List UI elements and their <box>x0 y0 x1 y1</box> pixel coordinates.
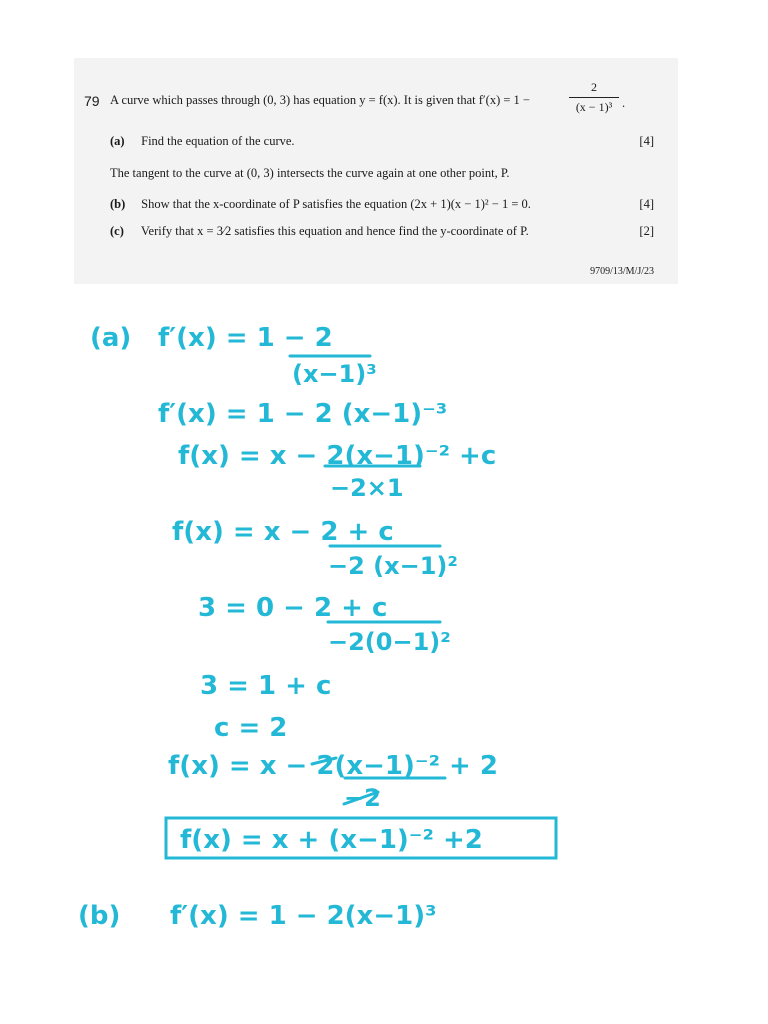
paper-reference: 9709/13/M/J/23 <box>590 266 654 277</box>
tangent-statement <box>110 166 510 181</box>
label-b: (b) <box>78 901 121 931</box>
fraction-tail: . <box>622 96 626 110</box>
work-line-4: f(x) = x − 2(x−1)⁻² +c <box>178 441 497 471</box>
work-line-13: −2 <box>344 784 381 812</box>
work-line-5: −2×1 <box>330 474 404 502</box>
label-a: (a) <box>90 323 132 353</box>
question-stem: A curve which passes through (0, 3) has equation y = f(x). It is given that f′(x) = 1 − <box>110 93 530 107</box>
fraction-denominator: (x − 1)³ <box>575 100 613 114</box>
part-a <box>110 134 295 149</box>
part-a-text: Find the equation of the curve. <box>141 134 295 148</box>
tangent-text: The tangent to the curve at (0, 3) intersects the curve again at one other point, P. <box>110 166 510 180</box>
part-c <box>110 224 529 239</box>
derivative-fraction <box>569 80 619 115</box>
part-b-label: (b) <box>110 197 126 211</box>
question-card <box>74 58 678 284</box>
work-line-2: (x−1)³ <box>292 360 377 388</box>
work-line-3: f′(x) = 1 − 2 (x−1)⁻³ <box>158 399 448 429</box>
part-b-marks: [4] <box>639 197 654 211</box>
question-number: 79 <box>84 93 100 109</box>
part-a-marks: [4] <box>639 134 654 148</box>
part-b <box>110 197 531 212</box>
final-answer: f(x) = x + (x−1)⁻² +2 <box>180 825 483 855</box>
part-c-label: (c) <box>110 224 124 238</box>
part-c-text: Verify that x = 3⁄2 satisfies this equation and hence find the y-coordinate of P. <box>140 224 529 238</box>
work-line-7: −2 (x−1)² <box>328 552 458 580</box>
fraction-numerator: 2 <box>591 80 597 94</box>
work-line-10: 3 = 1 + c <box>200 671 332 701</box>
work-line-9: −2(0−1)² <box>328 628 451 656</box>
part-c-marks: [2] <box>639 224 654 238</box>
work-line-11: c = 2 <box>214 713 288 743</box>
work-line-1: f′(x) = 1 − 2 <box>158 323 333 353</box>
part-b-text: Show that the x-coordinate of P satisfies the equation (2x + 1)(x − 1)² − 1 = 0. <box>141 197 531 211</box>
fraction-bar <box>569 97 619 98</box>
work-line-12: f(x) = x − 2(x−1)⁻² + 2 <box>168 751 498 781</box>
work-line-6: f(x) = x − 2 + c <box>172 517 394 547</box>
work-line-b1: f′(x) = 1 − 2(x−1)³ <box>170 901 437 931</box>
work-line-8: 3 = 0 − 2 + c <box>198 593 388 623</box>
part-a-label: (a) <box>110 134 125 148</box>
handwritten-working <box>0 290 768 1024</box>
